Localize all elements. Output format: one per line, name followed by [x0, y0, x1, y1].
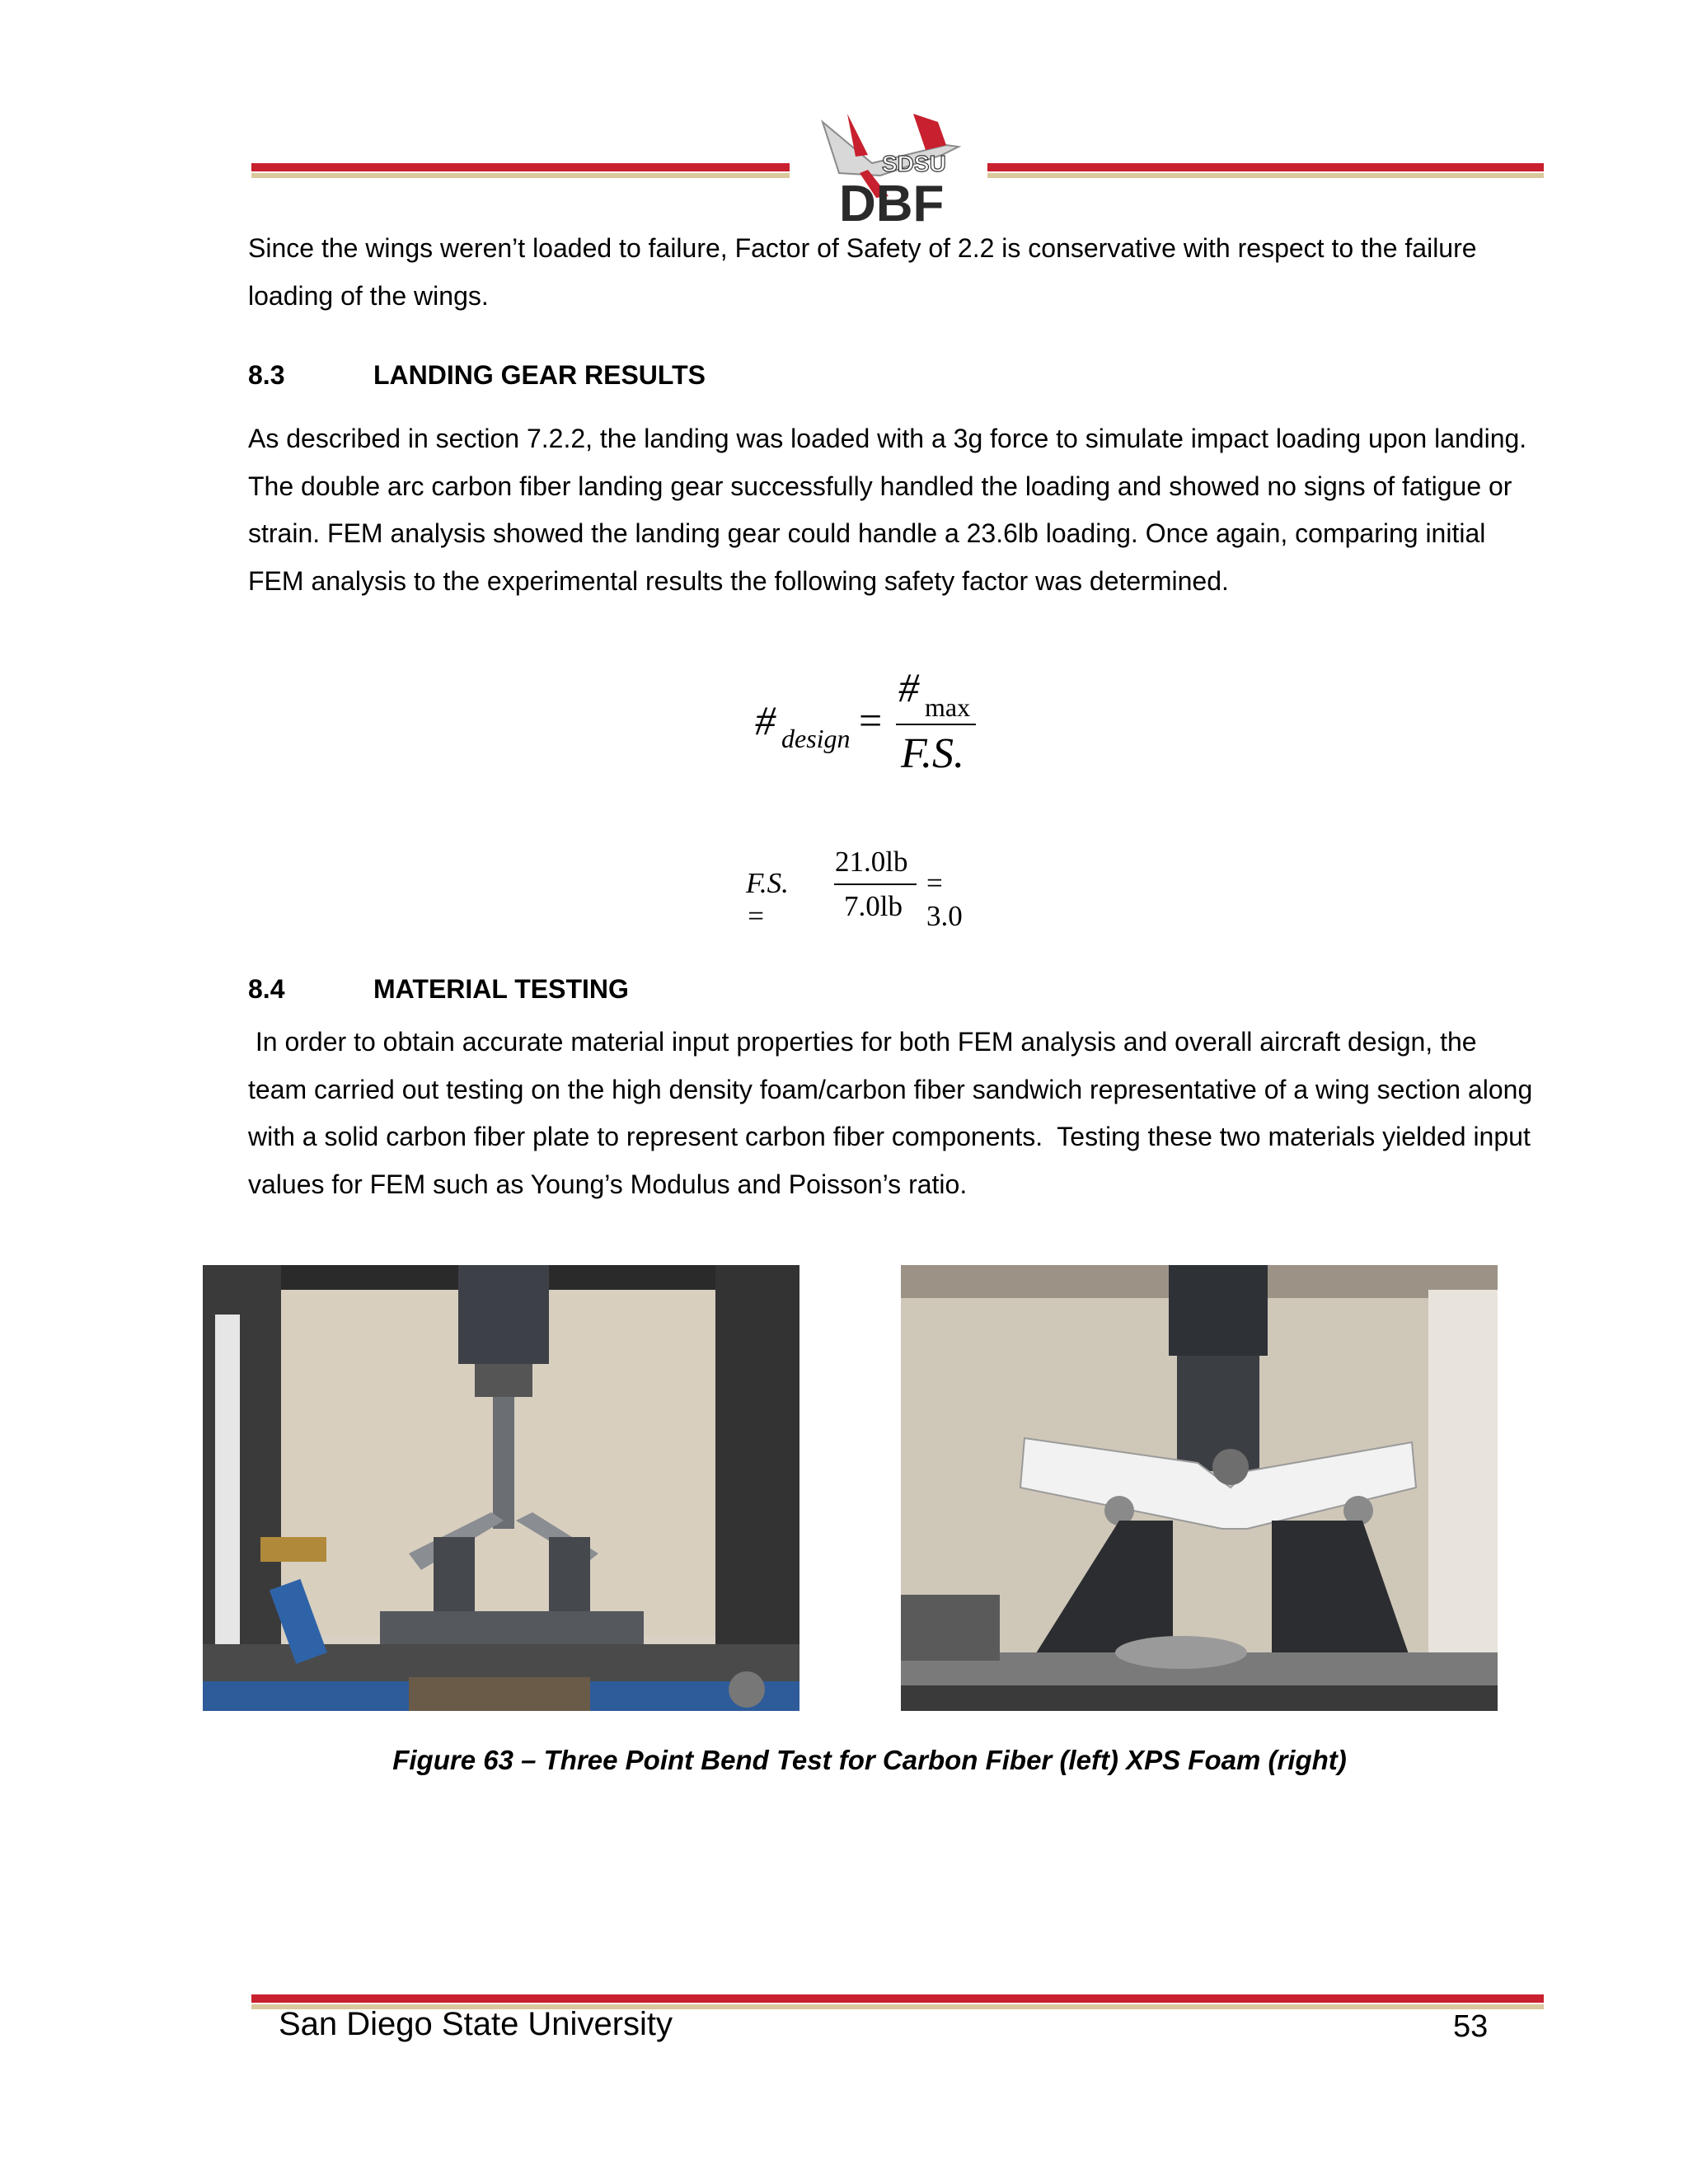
paragraph-wing-safety-factor: Since the wings weren’t loaded to failure, Factor of Safety of 2.2 is conservative with respect to the failure loading of the wings. [248, 233, 1477, 311]
eq2-numerator: 21.0lb [835, 846, 908, 878]
figure-caption: Figure 63 – Three Point Bend Test for Carbon Fiber (left) XPS Foam (right) [392, 1745, 1347, 1775]
section-title: LANDING GEAR RESULTS [373, 360, 706, 390]
photo-xps-foam-bend-test [901, 1265, 1498, 1711]
section-heading-8-3 [248, 360, 706, 391]
paragraph-landing-gear: As described in section 7.2.2, the landing was loaded with a 3g force to simulate impact loading upon landing. The double arc carbon fiber landing gear successfully handled the loading and showed no signs of fatigue or strain. FEM analysis showed the landing gear could handle a 23.6lb loading. Once again, comparing initial FEM analysis to the experimental results the following safety factor was determined. [248, 424, 1527, 596]
eq2-rhs: = 3.0 [926, 867, 963, 932]
svg-text:DBF: DBF [839, 176, 945, 229]
eq2-lhs: F.S. = [746, 867, 789, 932]
eq2-fraction-bar [834, 883, 917, 885]
eq1-lhs-subscript: design [781, 724, 851, 753]
section-number: 8.3 [248, 360, 285, 390]
eq1-numerator-subscript: max [925, 692, 971, 722]
paragraph-material-testing: In order to obtain accurate material input properties for both FEM analysis and overall aircraft design, the team carried out testing on the high density foam/carbon fiber sandwich representative of a wing section along with a solid carbon fiber plate to represent carbon fiber components. Testing these two materials yielded input values for FEM such as Young’s Modulus and Poisson’s ratio. [248, 1027, 1540, 1199]
eq2-denominator: 7.0lb [844, 890, 903, 922]
section-heading-8-4 [248, 974, 629, 1005]
eq1-lhs-symbol: # [755, 697, 776, 743]
section-number: 8.4 [248, 974, 285, 1004]
eq1-equals: = [859, 697, 883, 743]
eq1-denominator: F.S. [901, 730, 965, 777]
eq1-fraction-bar [896, 724, 976, 725]
eq1-numerator-symbol: # [898, 664, 919, 710]
footer-page-number: 53 [1453, 2009, 1489, 2044]
svg-text:SDSU: SDSU [882, 151, 946, 176]
sdsu-dbf-logo [790, 97, 987, 229]
footer-rule-red [251, 1994, 1544, 2003]
section-title: MATERIAL TESTING [373, 974, 629, 1004]
photo-carbon-fiber-bend-test [203, 1265, 799, 1711]
footer-institution: San Diego State University [279, 2006, 673, 2042]
